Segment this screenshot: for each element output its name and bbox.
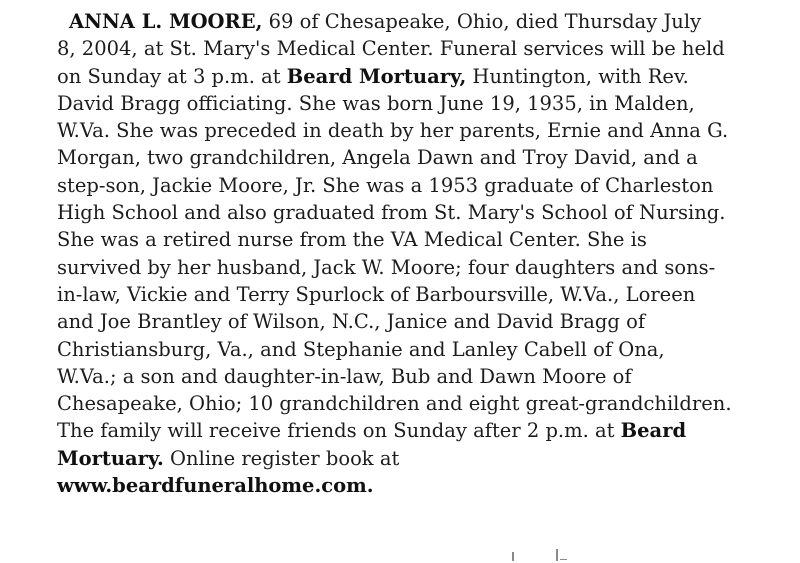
text-run: 69 of Chesapeake, Ohio, died Thursday July (262, 10, 702, 33)
text-line (57, 63, 787, 90)
text-run: W.Va.; a son and daughter-in-law, Bub and Dawn Moore of (57, 364, 632, 388)
bold-text: Beard Mortuary, (286, 64, 467, 88)
bold-text: www.beardfuneralhome.com. (57, 474, 374, 498)
text-line (57, 308, 787, 335)
text-line (57, 390, 787, 417)
text-line (57, 172, 787, 199)
text-run: Christiansburg, Va., and Stephanie and Lanley Cabell of Ona, (57, 337, 665, 361)
text-run: 8, 2004, at St. Mary's Medical Center. Funeral services will be held (57, 37, 725, 61)
text-run: Online register book at (163, 446, 400, 470)
text-line (57, 281, 787, 308)
obituary-text (57, 8, 787, 499)
text-line (57, 472, 787, 499)
text-run: She was a retired nurse from the VA Medical Center. She is (57, 228, 647, 252)
bold-text: Mortuary. (57, 446, 164, 470)
text-line (57, 417, 787, 444)
text-run: survived by her husband, Jack W. Moore; four daughters and sons- (57, 255, 716, 279)
scan-artifact-mark (560, 559, 567, 560)
text-line (57, 144, 787, 171)
text-run: on Sunday at 3 p.m. at (57, 64, 287, 88)
scan-artifact-mark (512, 552, 514, 561)
text-line (57, 90, 787, 117)
text-line (57, 254, 787, 281)
text-run: The family will receive friends on Sunday after 2 p.m. at (57, 419, 621, 443)
text-line (57, 8, 787, 35)
text-line (57, 336, 787, 363)
text-line (57, 35, 787, 62)
text-run: David Bragg officiating. She was born June 19, 1935, in Malden, (57, 91, 695, 115)
bold-text: Beard (620, 419, 687, 443)
text-line (57, 226, 787, 253)
text-run: Huntington, with Rev. (466, 64, 689, 88)
text-line (57, 445, 787, 472)
text-line (57, 199, 787, 226)
text-line (57, 363, 787, 390)
text-run: and Joe Brantley of Wilson, N.C., Janice and David Bragg of (57, 310, 646, 334)
bold-text: ANNA L. MOORE, (69, 10, 263, 33)
text-run: High School and also graduated from St. Mary's School of Nursing. (57, 201, 726, 225)
text-run: W.Va. She was preceded in death by her parents, Ernie and Anna G. (57, 119, 729, 143)
scan-artifact-mark (556, 549, 558, 561)
text-run: step-son, Jackie Moore, Jr. She was a 1953 graduate of Charleston (57, 173, 714, 197)
text-line (57, 117, 787, 144)
text-run: in-law, Vickie and Terry Spurlock of Barboursville, W.Va., Loreen (57, 282, 696, 306)
text-run: Chesapeake, Ohio; 10 grandchildren and eight great-grandchildren. (57, 392, 732, 416)
text-run: Morgan, two grandchildren, Angela Dawn and Troy David, and a (57, 146, 698, 170)
